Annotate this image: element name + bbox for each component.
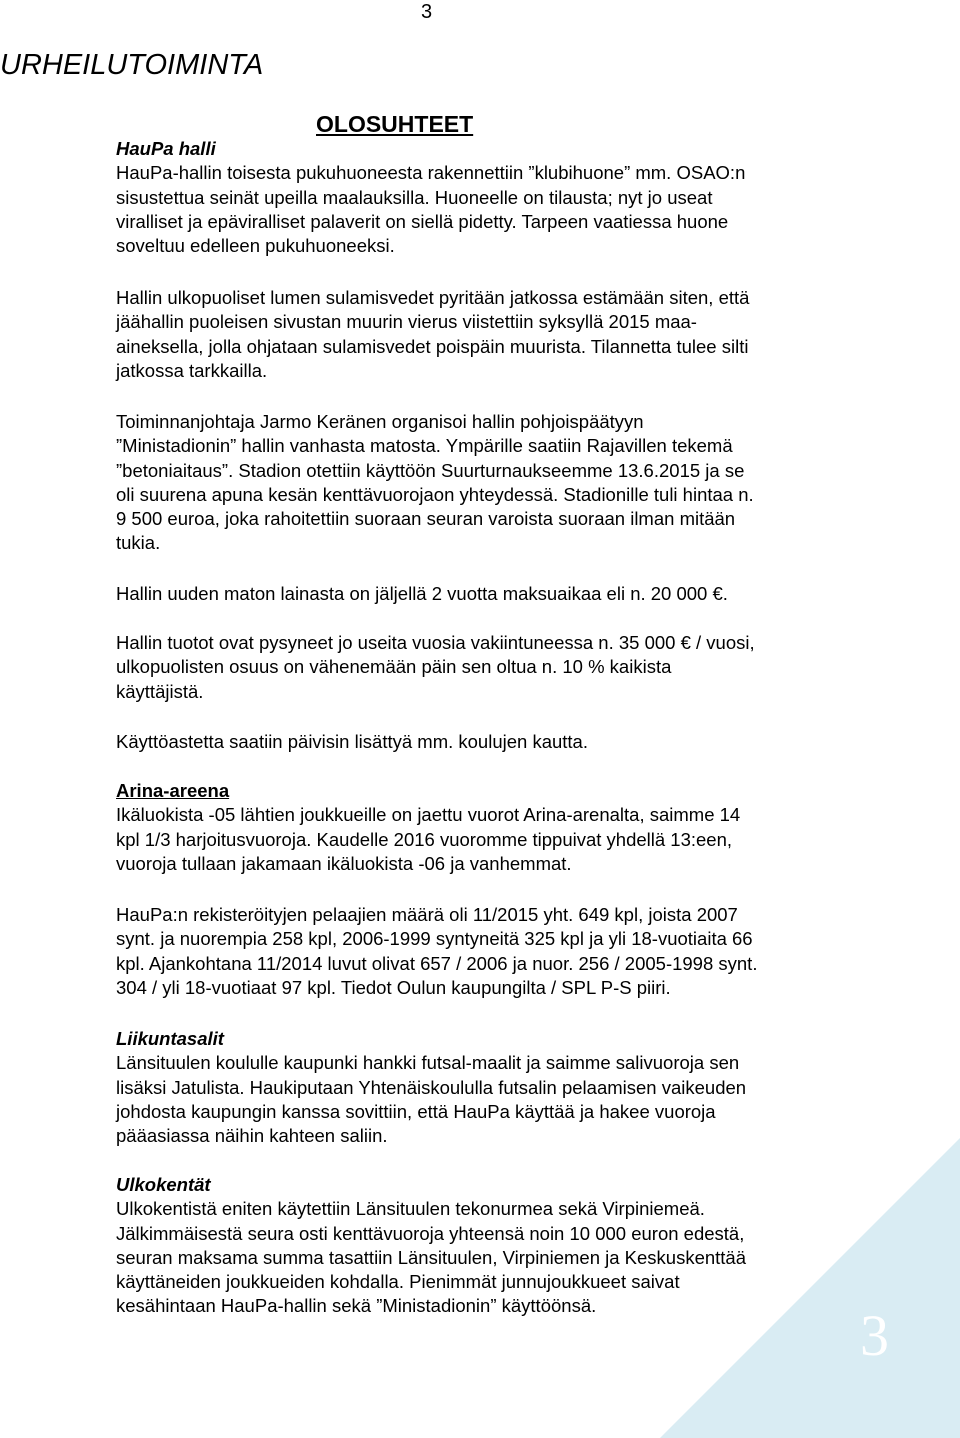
paragraph-line: johdosta kaupungin kanssa sovittiin, että HauPa käyttää ja hakee vuoroja: [116, 1100, 716, 1122]
paragraph-line: vuoroja tullaan jakamaan ikäluokista -06 ja vanhemmat.: [116, 852, 572, 874]
paragraph-line: 9 500 euroa, joka rahoitettiin suoraan seuran varoista suoraan ilman mitään: [116, 508, 736, 530]
pelaajamaara-section: [116, 903, 856, 1000]
maton-laina-section: [116, 582, 856, 606]
paragraph-line: HauPa-hallin toisesta pukuhuoneesta rakennettiin ”klubihuone” mm. OSAO:n: [116, 162, 746, 184]
liikuntasalit-title: Liikuntasalit: [116, 1028, 224, 1049]
paragraph-line: oli suurena apuna kesän kenttävuorojaon yhteydessä. Stadionille tuli hintaa n.: [116, 483, 754, 505]
paragraph-line: ulkopuolisten osuus on vähenemään päin sen oltua n. 10 % kaikista: [116, 656, 672, 678]
page-number: 3: [421, 1, 433, 23]
paragraph-line: Hallin tuotot ovat pysyneet jo useita vuosia vakiintuneessa n. 35 000 € / vuosi,: [116, 632, 755, 653]
corner-page-number: 3: [860, 1303, 889, 1368]
haupa-halli-section: [116, 137, 856, 258]
paragraph-line: Jälkimmäisestä seura osti kenttävuoroja yhteensä noin 10 000 euron edestä,: [116, 1222, 745, 1244]
paragraph-line: Ikäluokista -05 lähtien joukkueille on jaettu vuorot Arina-arenalta, saimme 14: [116, 804, 741, 826]
paragraph-line: tukia.: [116, 532, 161, 554]
kayttoaste-section: [116, 730, 856, 754]
paragraph-line: ”Ministadionin” hallin vanhasta matosta. Ympärille saatiin Rajavillen tekemä: [116, 435, 733, 457]
haupa-halli-title: HauPa halli: [116, 138, 216, 159]
paragraph-line: Käyttöastetta saatiin päivisin lisättyä mm. koulujen kautta.: [116, 731, 588, 752]
maton-laina-paragraph: [116, 582, 856, 606]
paragraph-line: Ulkokentistä eniten käytettiin Länsituulen tekonurmea sekä Virpiniemeä.: [116, 1198, 705, 1220]
paragraph-line: synt. ja nuorempia 258 kpl, 2006-1999 syntyneitä 325 kpl ja yli 18-vuotiaita 66: [116, 928, 753, 950]
kayttoaste-paragraph: [116, 730, 856, 754]
arina-areena-section: [116, 779, 856, 876]
paragraph-line: jäähallin puoleisen sivustan muurin vierus viistettiin syksyllä 2015 maa-: [116, 311, 697, 333]
tuotot-paragraph: [116, 631, 856, 704]
paragraph-line: soveltuu edelleen pukuhuoneeksi.: [116, 235, 395, 257]
main-heading: OLOSUHTEET: [316, 111, 474, 137]
paragraph-line: Hallin ulkopuoliset lumen sulamisvedet pyritään jatkossa estämään siten, että: [116, 287, 750, 308]
paragraph-line: Länsituulen koululle kaupunki hankki futsal-maalit ja saimme salivuoroja sen: [116, 1052, 740, 1074]
ministadion-paragraph: [116, 410, 856, 556]
ulkokentat-title: Ulkokentät: [116, 1174, 211, 1195]
paragraph-line: käyttäjistä.: [116, 680, 204, 702]
paragraph-line: 304 / yli 18-vuotiaat 97 kpl. Tiedot Oulun kaupungilta / SPL P-S piiri.: [116, 976, 671, 998]
arina-areena-paragraph: [116, 803, 856, 876]
paragraph-line: ”betoniaitaus”. Stadion otettiin käyttöön Suurturnaukseemme 13.6.2015 ja se: [116, 459, 745, 481]
paragraph-line: lisäksi Jatulista. Haukiputaan Yhtenäiskoululla futsalin pelaamisen vaikeuden: [116, 1076, 747, 1098]
liikuntasalit-paragraph: [116, 1051, 856, 1148]
liikuntasalit-section: [116, 1027, 856, 1148]
paragraph-line: viralliset ja epäviralliset palaverit on siellä pidetty. Tarpeen vaatiessa huone: [116, 210, 729, 232]
corner-triangle: [660, 1138, 960, 1438]
tuotot-section: [116, 631, 856, 704]
paragraph-line: sisustettua seinät upeilla maalauksilla. Huoneelle on tilausta; nyt jo useat: [116, 186, 713, 208]
paragraph-line: kesähintaan HauPa-hallin sekä ”Ministadionin” käyttöönsä.: [116, 1295, 597, 1317]
sulamisvedet-paragraph: [116, 286, 856, 383]
paragraph-line: seuran maksama summa tasattiin Länsituulen, Virpiniemen ja Keskuskenttää: [116, 1246, 747, 1268]
paragraph-line: pääasiassa näihin kahteen saliin.: [116, 1125, 388, 1147]
paragraph-line: jatkossa tarkkailla.: [116, 359, 268, 381]
paragraph-line: Toiminnanjohtaja Jarmo Keränen organisoi hallin pohjoispäätyyn: [116, 411, 644, 432]
arina-areena-title: Arina-areena: [116, 780, 230, 801]
paragraph-line: HauPa:n rekisteröityjen pelaajien määrä oli 11/2015 yht. 649 kpl, joista 2007: [116, 904, 738, 925]
paragraph-line: käyttäneiden joukkueiden kohdalla. Pienimmät junnujoukkueet saivat: [116, 1271, 680, 1293]
corner-decoration: [660, 1138, 960, 1438]
section-title: URHEILUTOIMINTA: [0, 49, 264, 81]
ministadion-section: [116, 410, 856, 556]
paragraph-line: kpl 1/3 harjoitusvuoroja. Kaudelle 2016 vuoromme tippuivat yhdellä 13:een,: [116, 828, 733, 850]
pelaajamaara-paragraph: [116, 903, 856, 1000]
paragraph-line: kpl. Ajankohtana 11/2014 luvut olivat 657 / 2006 ja nuor. 256 / 2005-1998 synt.: [116, 952, 758, 974]
sulamisvedet-section: [116, 286, 856, 383]
paragraph-line: Hallin uuden maton lainasta on jäljellä 2 vuotta maksuaikaa eli n. 20 000 €.: [116, 583, 728, 604]
haupa-halli-paragraph: [116, 161, 856, 258]
paragraph-line: aineksella, jolla ohjataan sulamisvedet poispäin muurista. Tilannetta tulee silti: [116, 335, 749, 357]
